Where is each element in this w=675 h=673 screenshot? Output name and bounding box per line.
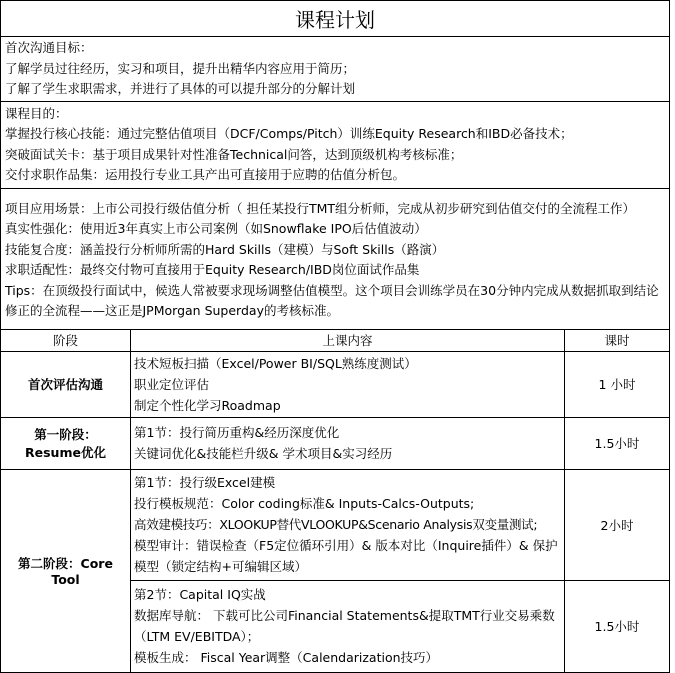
course-goal-line: 交付求职作品集：运用投行专业工具产出可直接用于应聘的估值分析包。: [5, 167, 406, 183]
project-line: 项目应用场景：上市公司投行级估值分析（ 担任某投行TMT组分析师，完成从初步研究到估值交付的全流程工作）: [5, 200, 636, 216]
content-line: 第2节：Capital IQ实战: [134, 587, 266, 603]
header-stage: 阶段: [1, 329, 131, 351]
header-content: 上课内容: [131, 329, 565, 351]
content-line: 数据库导航： 下载可比公司Financial Statements&提取TMT行业交易乘数（LTM EV/EBITDA）；: [134, 608, 555, 645]
content-line: 关键词优化&技能栏升级& 学术项目&实习经历: [134, 446, 393, 462]
table-row: [1, 351, 670, 417]
stage-cell: 第一阶段：Resume优化: [1, 417, 131, 469]
project-line: 技能复合度：涵盖投行分析师所需的Hard Skills（建模）与Soft Skills（路演）: [5, 241, 445, 257]
first-communication-goals: [1, 37, 670, 102]
project-line: 求职适配性：最终交付物可直接用于Equity Research/IBD岗位面试作品集: [5, 262, 420, 278]
first-comm-line: 了解学员过往经历，实习和项目，提升出精华内容应用于简历；: [5, 60, 356, 76]
content-line: 职业定位评估: [134, 376, 210, 392]
content-cell: [131, 469, 565, 580]
hours-cell: 1 小时: [565, 351, 670, 417]
course-goal-heading: 课程目的：: [5, 105, 68, 121]
project-description: [1, 188, 670, 329]
table-row: [1, 469, 670, 580]
content-line: 第1节：投行简历重构&经历深度优化: [134, 425, 340, 441]
sheet-title: 课程计划: [1, 1, 670, 37]
content-line: 模型审计：错误检查（F5定位循环引用）& 版本对比（Inquire插件）& 保护模型（锁定结构+可编辑区域）: [134, 538, 558, 575]
project-tips: Tips：在顶级投行面试中，候选人常被要求现场调整估值模型。这个项目会训练学员在30分钟内完成从数据抓取到结论修正的全流程——这正是JPMorgan Superday的考核标准。: [5, 282, 659, 319]
content-line: 第1节：投行级Excel建模: [134, 475, 276, 491]
course-goal-line: 掌握投行核心技能：通过完整估值项目（DCF/Comps/Pitch）训练Equity Research和IBD必备技术；: [5, 126, 573, 142]
content-line: 投行模板规范：Color coding标准& Inputs-Calcs-Outputs;: [134, 496, 475, 512]
content-cell: [131, 417, 565, 469]
header-hours: 课时: [565, 329, 670, 351]
content-line: 模板生成： Fiscal Year调整（Calendarization技巧）: [134, 650, 439, 666]
course-goals: [1, 101, 670, 188]
stage-cell: 首次评估沟通: [1, 351, 131, 417]
hours-cell: 1.5小时: [565, 580, 670, 672]
stage-cell: 第二阶段：Core Tool: [1, 469, 131, 672]
content-line: 高效建模技巧：XLOOKUP替代VLOOKUP&Scenario Analysis双变量测试;: [134, 517, 538, 533]
first-comm-heading: 首次沟通目标：: [5, 40, 93, 55]
content-line: 技术短板扫描（Excel/Power BI/SQL熟练度测试）: [134, 355, 417, 371]
content-cell: [131, 580, 565, 672]
content-cell: [131, 351, 565, 417]
table-header-row: [1, 329, 670, 351]
project-line: 真实性强化：使用近3年真实上市公司案例（如Snowflake IPO后估值波动）: [5, 221, 427, 237]
hours-cell: 2小时: [565, 469, 670, 580]
course-goal-line: 突破面试关卡：基于项目成果针对性准备Technical问答，达到顶级机构考核标准；: [5, 146, 463, 162]
table-row: [1, 417, 670, 469]
content-line: 制定个性化学习Roadmap: [134, 397, 281, 413]
hours-cell: 1.5小时: [565, 417, 670, 469]
first-comm-line: 了解了学生求职需求，并进行了具体的可以提升部分的分解计划: [5, 81, 356, 97]
